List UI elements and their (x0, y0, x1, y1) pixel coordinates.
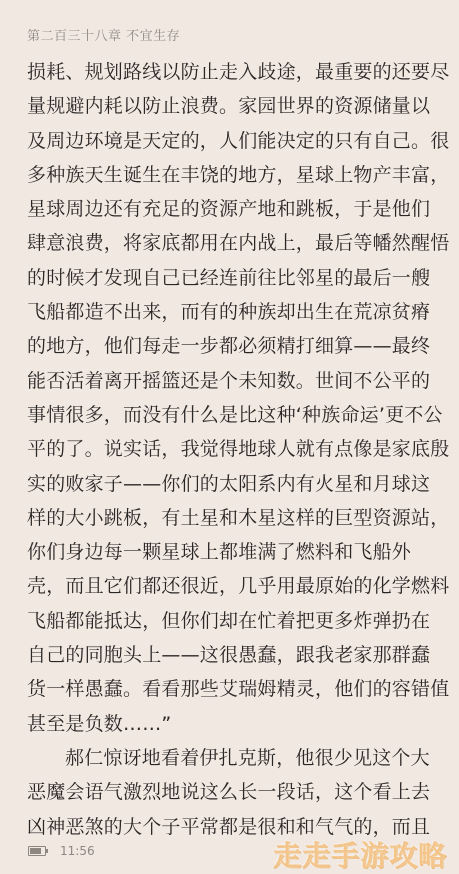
clock-time: 11:56 (60, 844, 95, 858)
body-line: 肆意浪费，将家底都用在内战上，最后等幡然醒悟 (27, 232, 450, 255)
body-line: 自己的同胞头上——这很愚蠢，跟我老家那群蠢 (27, 644, 431, 667)
battery-level (30, 848, 41, 854)
body-line: 飞船都能抵达，但你们却在忙着把更多炸弹扔在 (27, 609, 431, 632)
body-line: 事情很多，而没有什么是比这种‘种族命运’更不公 (27, 403, 443, 426)
reader-status-bar (28, 842, 95, 860)
body-line: 甚至是负数……” (27, 712, 172, 735)
body-line: 平的了。说实话，我觉得地球人就有点像是家底殷 (27, 438, 450, 461)
body-line: 壳，而且它们都还很近，几乎用最原始的化学燃料 (27, 575, 450, 598)
body-line: 多种族天生诞生在丰饶的地方，星球上物产丰富， (27, 163, 450, 186)
body-line: 的地方，他们每走一步都必须精打细算——最终 (27, 335, 431, 358)
body-line: 的时候才发现自己已经连前往比邻星的最后一艘 (27, 266, 431, 289)
body-line-paragraph-start: 郝仁惊讶地看着伊扎克斯，他很少见这个大 (65, 746, 430, 769)
body-line: 损耗、规划路线以防止走入歧途，最重要的还要尽 (27, 61, 450, 83)
body-line: 飞船都造不出来，而有的种族却出生在荒凉贫瘠 (27, 301, 431, 324)
body-line: 凶神恶煞的大个子平常都是很和和气气的，而且 (27, 815, 431, 838)
body-line: 星球周边还有充足的资源产地和跳板，于是他们 (27, 198, 431, 221)
reader-body[interactable] (27, 55, 450, 844)
body-line: 量规避内耗以防止浪费。家园世界的资源储量以 (27, 95, 431, 118)
body-line: 你们身边每一颗星球上都堆满了燃料和飞船外 (27, 541, 412, 564)
body-line: 能否活着离开摇篮还是个未知数。世间不公平的 (27, 369, 431, 392)
body-line: 恶魔会语气激烈地说这么长一段话，这个看上去 (27, 781, 431, 804)
battery-icon (28, 846, 46, 856)
body-line: 样的大小跳板，有土星和木星这样的巨型资源站， (27, 506, 450, 529)
body-line: 实的败家子——你们的太阳系内有火星和月球这 (27, 472, 431, 495)
chapter-title: 第二百三十八章 不宜生存 (27, 29, 181, 44)
watermark-logo: 走走手游攻略 (272, 839, 447, 872)
body-line: 货一样愚蠢。看看那些艾瑞姆精灵，他们的容错值 (27, 678, 450, 701)
body-line: 及周边环境是天定的，人们能决定的只有自己。很 (27, 129, 450, 152)
